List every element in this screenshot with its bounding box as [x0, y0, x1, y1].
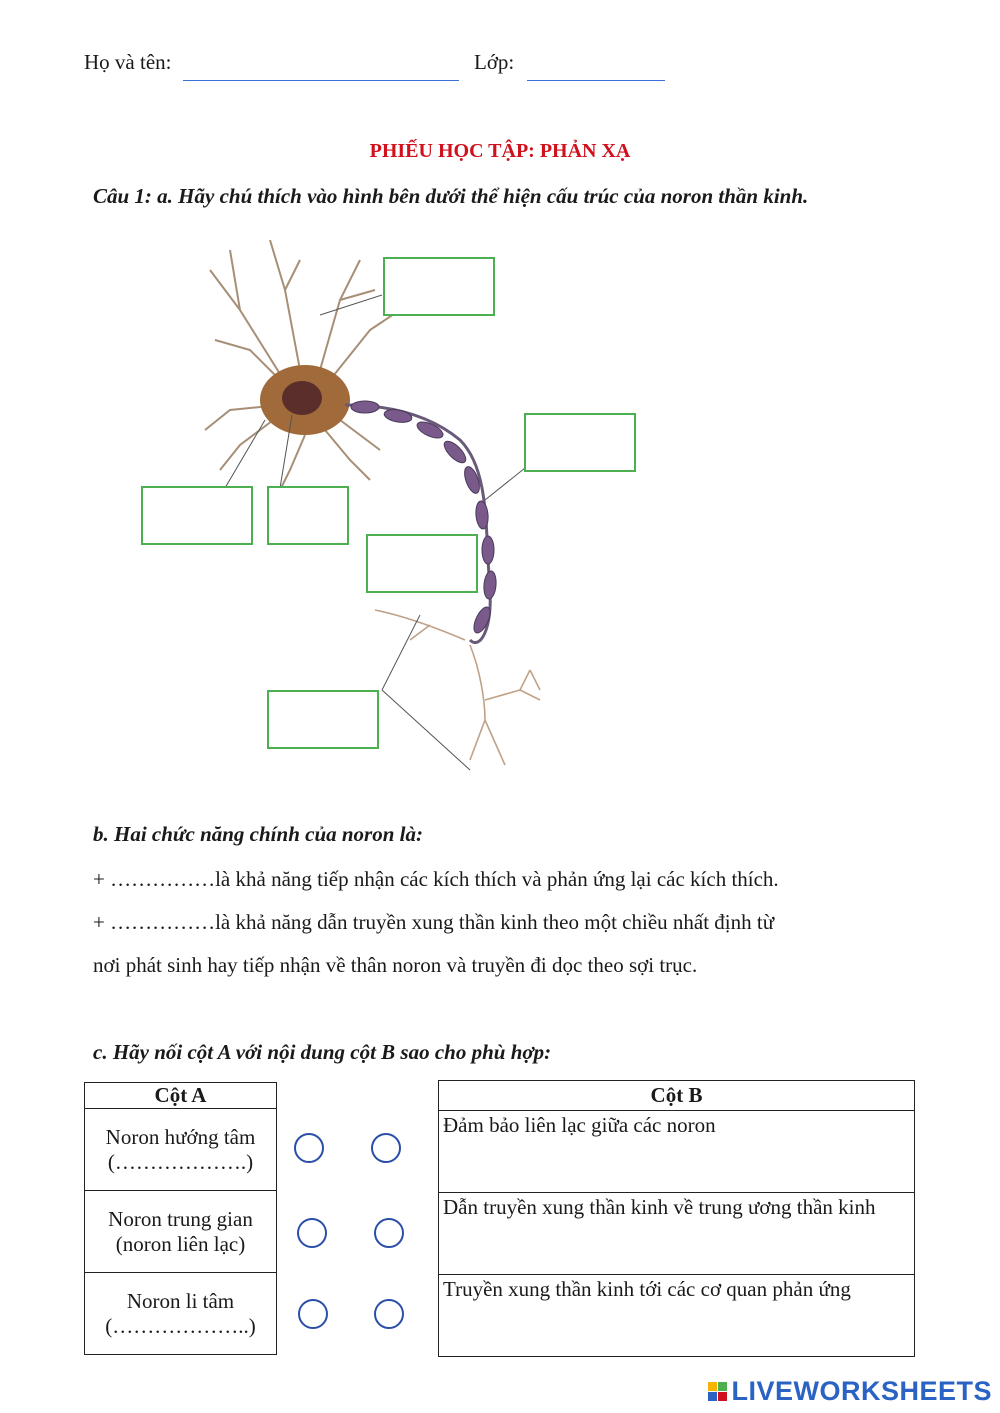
label-box-dendrite[interactable] [383, 257, 495, 316]
myelin-sheath [351, 401, 497, 635]
column-a-row1-line1: Noron hướng tâm [105, 1124, 256, 1149]
nucleus [282, 381, 322, 415]
dendrites [205, 240, 400, 490]
question-1b-heading: b. Hai chức năng chính của noron là: [93, 822, 423, 846]
name-input-line[interactable] [183, 80, 459, 81]
column-a-table [84, 1082, 277, 1355]
column-a-row2-line2: (noron liên lạc) [115, 1231, 246, 1256]
column-b-row2: Dẫn truyền xung thần kinh về trung ương thần kinh [439, 1193, 915, 1275]
label-box-cell-body[interactable] [141, 486, 253, 545]
column-a-row3-line2: (………………..) [105, 1313, 256, 1338]
column-a-row1-line2: (……………….) [107, 1149, 254, 1174]
label-box-axon-terminal[interactable] [267, 690, 379, 749]
match-dot-b2[interactable] [374, 1218, 404, 1248]
logo-text: LIVEWORKSHEETS [731, 1376, 992, 1406]
label-box-axon[interactable] [366, 534, 478, 593]
match-dot-a1[interactable] [294, 1133, 324, 1163]
table-row [85, 1109, 277, 1191]
match-dot-a2[interactable] [297, 1218, 327, 1248]
liveworksheets-logo [708, 1376, 992, 1407]
column-b-header: Cột B [439, 1081, 915, 1111]
column-a-row3-line1: Noron li tâm [126, 1288, 235, 1313]
table-row [439, 1193, 915, 1275]
table-row [439, 1275, 915, 1357]
liveworksheets-logo-icon [708, 1382, 727, 1401]
question-1b-line2: + ……………là khả năng dẫn truyền xung thần kinh theo một chiều nhất định từ [93, 910, 775, 934]
table-row [85, 1273, 277, 1355]
column-b-table [438, 1080, 915, 1357]
match-dot-a3[interactable] [298, 1299, 328, 1329]
match-dot-b3[interactable] [374, 1299, 404, 1329]
label-box-nucleus[interactable] [267, 486, 349, 545]
axon-terminals [375, 610, 540, 765]
table-row [85, 1191, 277, 1273]
name-label: Họ và tên: [84, 50, 172, 74]
page-title: PHIẾU HỌC TẬP: PHẢN XẠ [369, 140, 631, 162]
column-b-row3: Truyền xung thần kinh tới các cơ quan phản ứng [439, 1275, 915, 1357]
table-row [439, 1111, 915, 1193]
question-1a: Câu 1: a. Hãy chú thích vào hình bên dưới thể hiện cấu trúc của noron thần kinh. [93, 184, 809, 208]
question-1b-line3: nơi phát sinh hay tiếp nhận về thân noron và truyền đi dọc theo sợi trục. [93, 953, 698, 977]
label-box-myelin[interactable] [524, 413, 636, 472]
column-a-row2-line1: Noron trung gian [108, 1206, 253, 1231]
question-1c-heading: c. Hãy nối cột A với nội dung cột B sao cho phù hợp: [93, 1040, 552, 1064]
question-1b-line1: + ……………là khả năng tiếp nhận các kích thích và phản ứng lại các kích thích. [93, 867, 779, 891]
class-label: Lớp: [474, 50, 515, 74]
column-a-header: Cột A [85, 1083, 277, 1109]
match-dot-b1[interactable] [371, 1133, 401, 1163]
column-b-row1: Đảm bảo liên lạc giữa các noron [439, 1111, 915, 1193]
class-input-line[interactable] [527, 80, 665, 81]
